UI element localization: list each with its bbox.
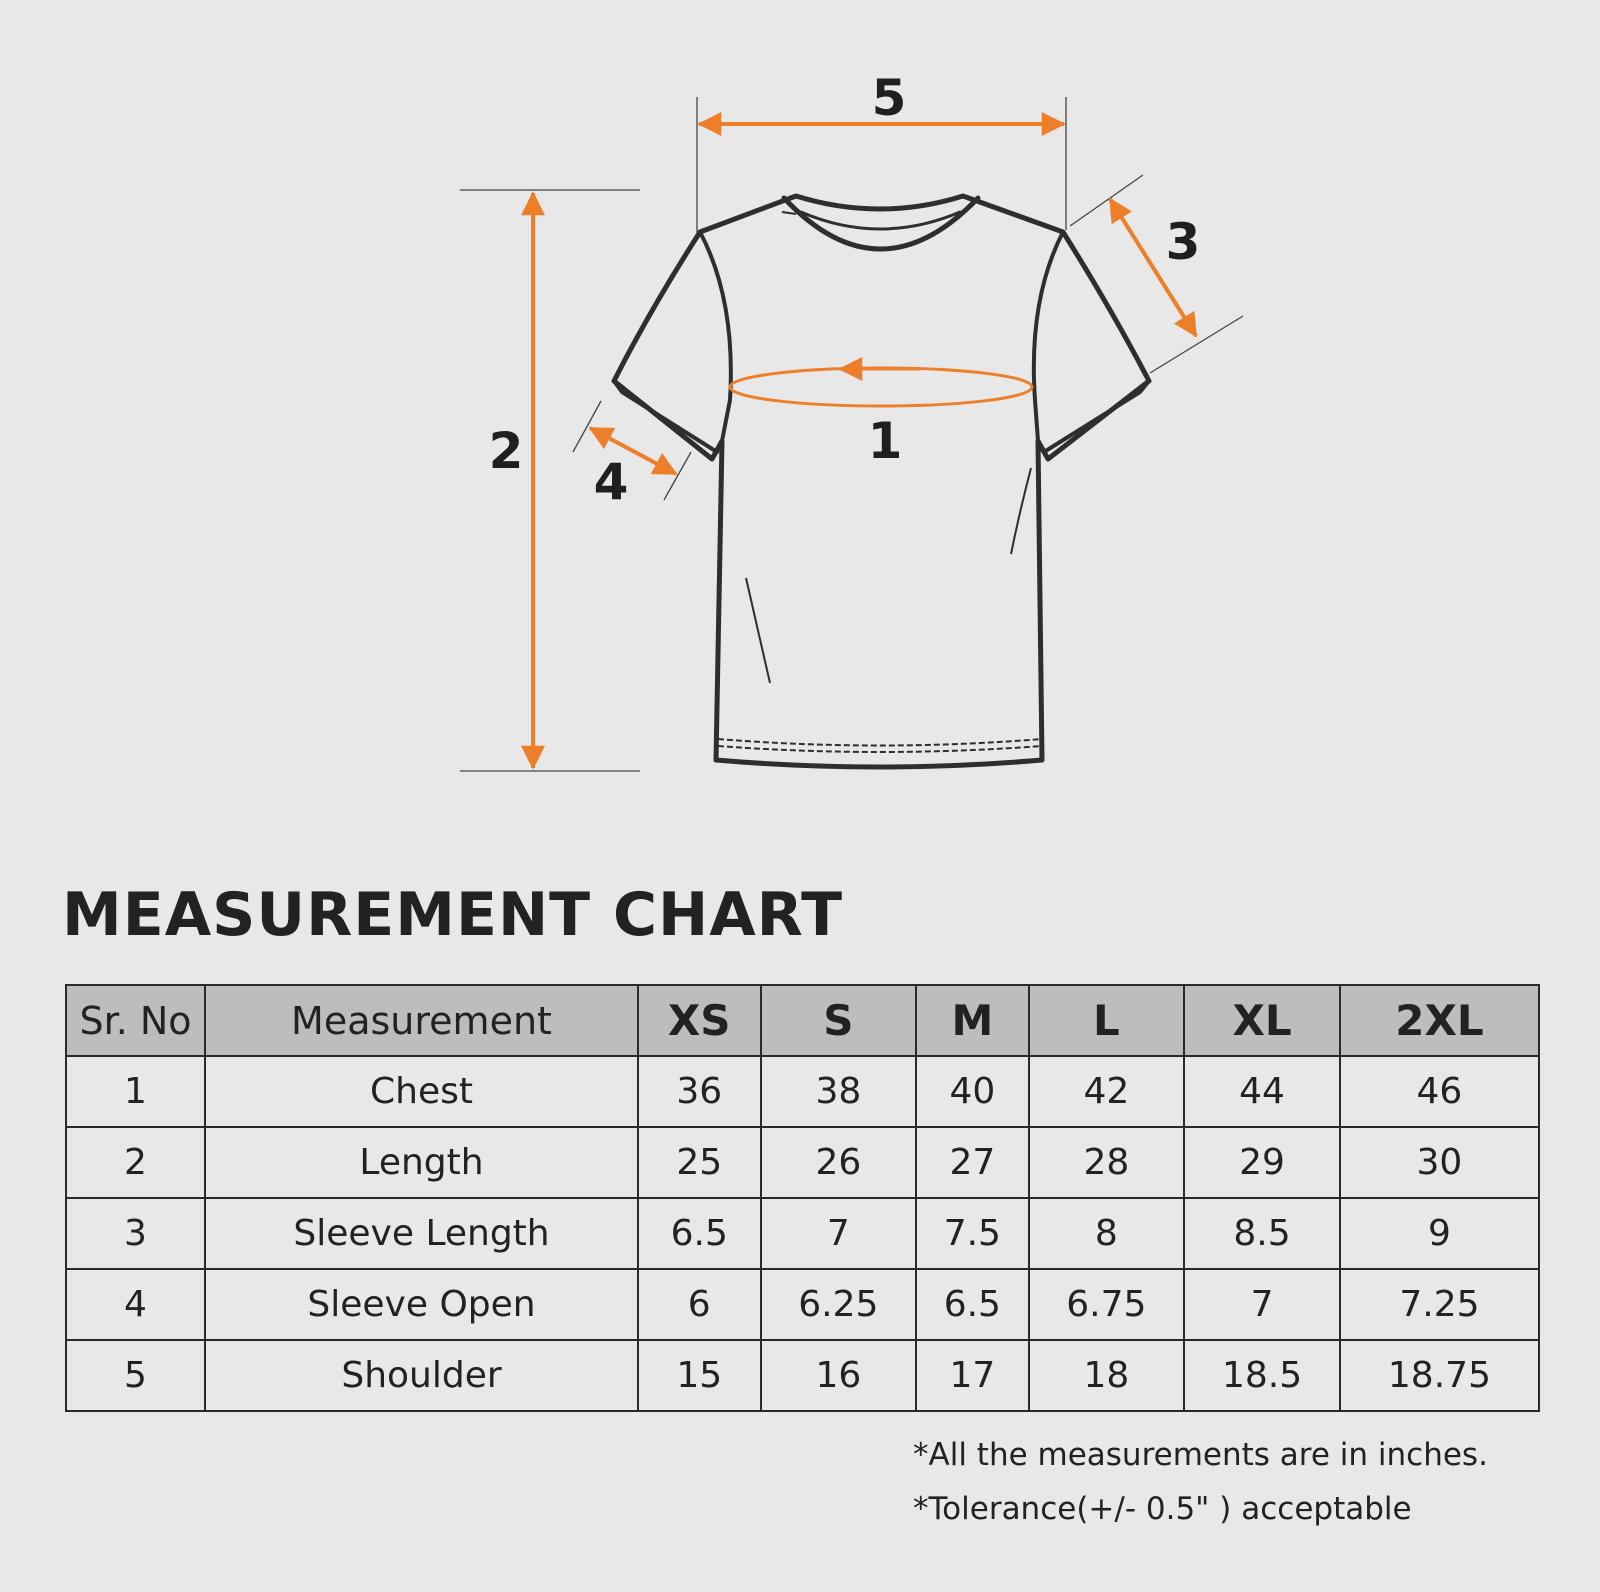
table-row xyxy=(66,1198,1539,1269)
measurement-table xyxy=(65,984,1540,1412)
row-measurement-name: Chest xyxy=(205,1056,638,1127)
row-value: 6.5 xyxy=(916,1269,1028,1340)
row-value: 16 xyxy=(761,1340,917,1411)
row-value: 6.75 xyxy=(1029,1269,1185,1340)
label-length: 2 xyxy=(488,422,524,480)
row-value: 7.25 xyxy=(1340,1269,1539,1340)
row-measurement-name: Length xyxy=(205,1127,638,1198)
row-value: 15 xyxy=(638,1340,761,1411)
header-size: 2XL xyxy=(1340,985,1539,1056)
row-value: 36 xyxy=(638,1056,761,1127)
label-chest: 1 xyxy=(867,412,903,470)
table-row xyxy=(66,1269,1539,1340)
row-value: 6.5 xyxy=(638,1198,761,1269)
row-value: 18.75 xyxy=(1340,1340,1539,1411)
tshirt-details xyxy=(718,212,1042,752)
row-sr-no: 2 xyxy=(66,1127,205,1198)
row-value: 9 xyxy=(1340,1198,1539,1269)
row-value: 28 xyxy=(1029,1127,1185,1198)
row-value: 8.5 xyxy=(1184,1198,1340,1269)
chest-ellipse xyxy=(730,368,1032,406)
row-value: 46 xyxy=(1340,1056,1539,1127)
unit-note: *All the measurements are in inches. xyxy=(913,1437,1488,1473)
label-sleeve-open: 4 xyxy=(593,453,629,511)
row-sr-no: 5 xyxy=(66,1340,205,1411)
row-value: 30 xyxy=(1340,1127,1539,1198)
row-value: 40 xyxy=(916,1056,1028,1127)
row-value: 7.5 xyxy=(916,1198,1028,1269)
row-value: 44 xyxy=(1184,1056,1340,1127)
row-measurement-name: Sleeve Open xyxy=(205,1269,638,1340)
row-value: 7 xyxy=(1184,1269,1340,1340)
table-row xyxy=(66,1127,1539,1198)
row-measurement-name: Sleeve Length xyxy=(205,1198,638,1269)
label-sleeve-length: 3 xyxy=(1165,213,1201,271)
row-measurement-name: Shoulder xyxy=(205,1340,638,1411)
label-shoulder: 5 xyxy=(871,69,907,127)
row-value: 8 xyxy=(1029,1198,1185,1269)
header-sr-no: Sr. No xyxy=(66,985,205,1056)
chart-title: MEASUREMENT CHART xyxy=(62,880,844,950)
row-sr-no: 3 xyxy=(66,1198,205,1269)
row-value: 6 xyxy=(638,1269,761,1340)
row-value: 26 xyxy=(761,1127,917,1198)
row-value: 25 xyxy=(638,1127,761,1198)
header-size: L xyxy=(1029,985,1185,1056)
row-value: 7 xyxy=(761,1198,917,1269)
table-row xyxy=(66,1056,1539,1127)
row-value: 38 xyxy=(761,1056,917,1127)
header-size: M xyxy=(916,985,1028,1056)
row-value: 6.25 xyxy=(761,1269,917,1340)
table-row xyxy=(66,1340,1539,1411)
row-value: 18.5 xyxy=(1184,1340,1340,1411)
header-size: XL xyxy=(1184,985,1340,1056)
tshirt-outline xyxy=(614,196,1149,767)
row-value: 18 xyxy=(1029,1340,1185,1411)
table-header-row xyxy=(66,985,1539,1056)
row-value: 27 xyxy=(916,1127,1028,1198)
row-sr-no: 1 xyxy=(66,1056,205,1127)
row-value: 29 xyxy=(1184,1127,1340,1198)
header-measurement: Measurement xyxy=(205,985,638,1056)
tolerance-note: *Tolerance(+/- 0.5" ) acceptable xyxy=(913,1491,1412,1527)
notes xyxy=(913,1428,1488,1536)
header-size: S xyxy=(761,985,917,1056)
measurement-arrows xyxy=(533,124,1196,768)
guide-lines xyxy=(460,97,1243,771)
row-sr-no: 4 xyxy=(66,1269,205,1340)
header-size: XS xyxy=(638,985,761,1056)
row-value: 17 xyxy=(916,1340,1028,1411)
row-value: 42 xyxy=(1029,1056,1185,1127)
